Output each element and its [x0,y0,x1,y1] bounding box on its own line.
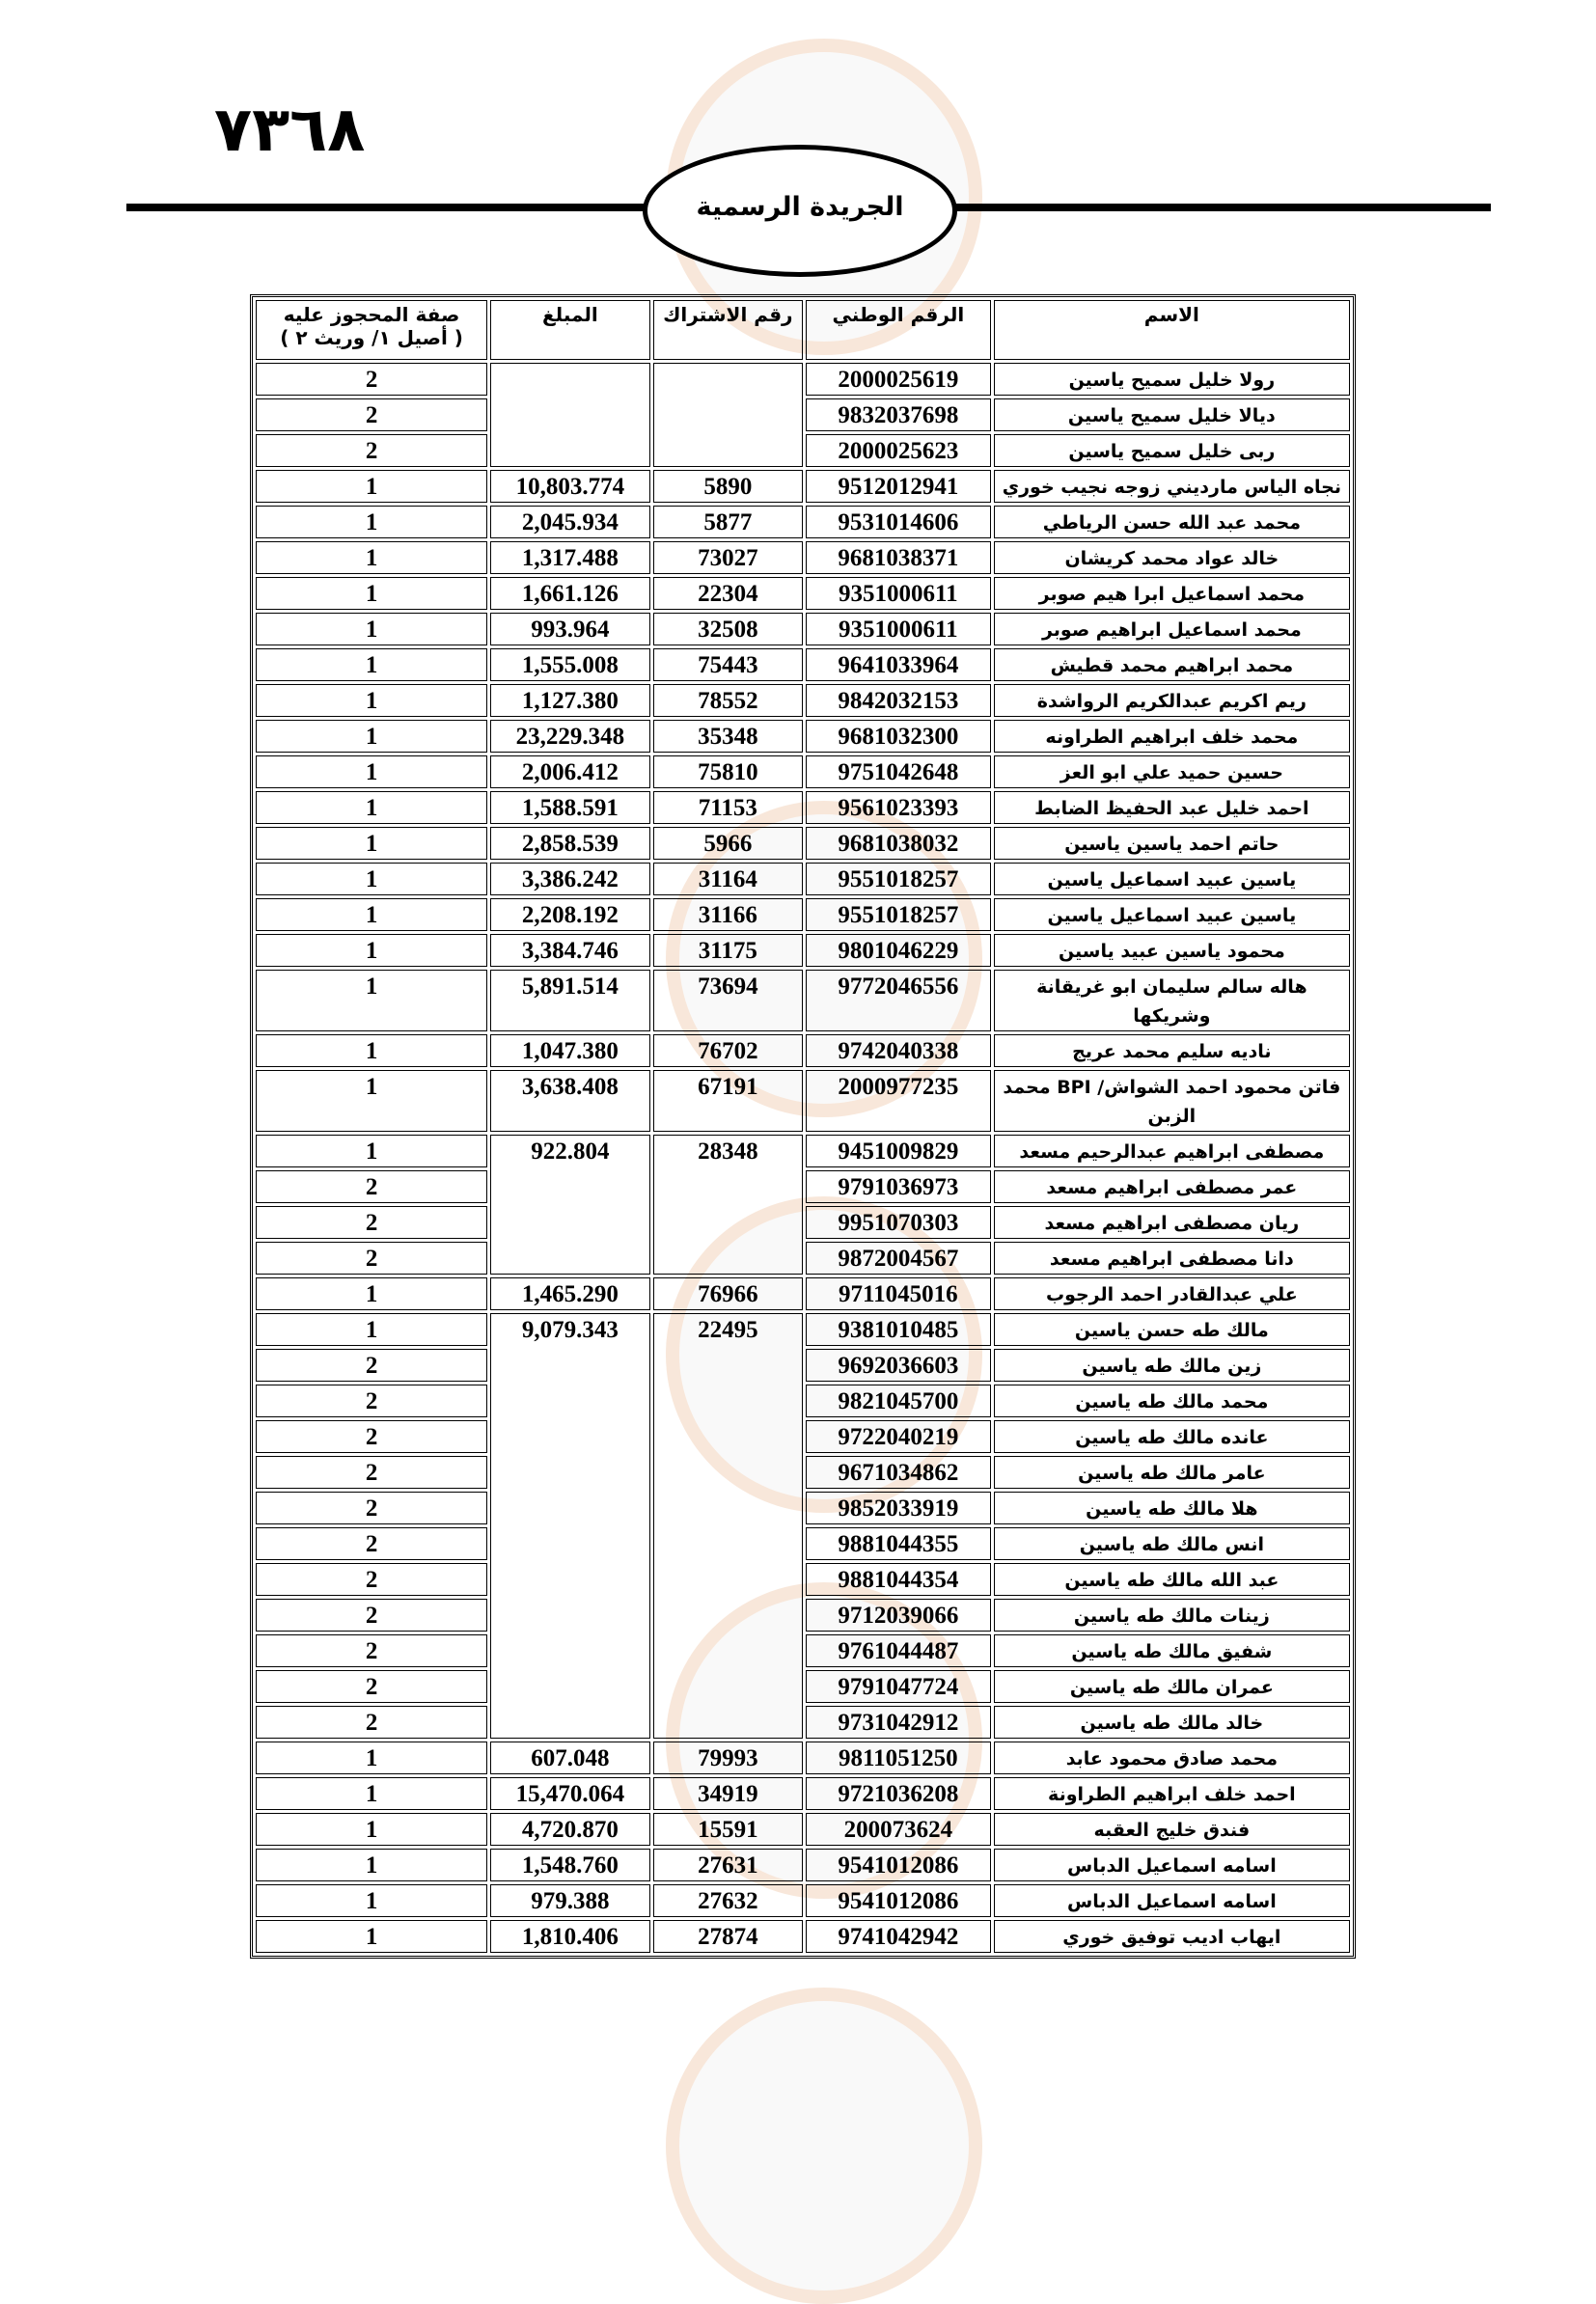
status-cell: 1 [256,541,487,574]
name-cell: دانا مصطفى ابراهيم مسعد [994,1242,1350,1275]
table-row [256,1277,1350,1310]
name-cell: فندق خليج العقبه [994,1813,1350,1846]
amount-cell: 5,891.514 [490,970,649,1031]
amount-cell: 1,810.406 [490,1920,649,1953]
status-cell: 1 [256,613,487,645]
amount-cell: 607.048 [490,1742,649,1774]
amount-cell: 23,229.348 [490,720,649,753]
name-cell: خالد عواد محمد كريشان [994,541,1350,574]
subscription-cell: 27874 [653,1920,803,1953]
table-row [256,1849,1350,1881]
national-id-cell: 9772046556 [806,970,991,1031]
national-id-cell: 9721036208 [806,1777,991,1810]
subscription-cell: 27631 [653,1849,803,1881]
status-cell: 2 [256,1670,487,1703]
name-cell: محمد اسماعيل ابراهيم صوبر [994,613,1350,645]
header-status [256,300,487,360]
status-cell: 1 [256,1849,487,1881]
subscription-cell: 73027 [653,541,803,574]
name-cell: رولا خليل سميح ياسين [994,363,1350,396]
status-cell: 2 [256,1385,487,1417]
subscription-cell: 71153 [653,791,803,824]
national-id-cell: 200073624 [806,1813,991,1846]
name-cell: نجاه الياس مارديني زوجه نجيب خوري [994,470,1350,503]
national-id-cell: 9881044354 [806,1563,991,1596]
table-row [256,1070,1350,1132]
amount-cell: 1,588.591 [490,791,649,824]
subscription-cell: 5890 [653,470,803,503]
status-cell: 1 [256,1135,487,1167]
name-cell: احمد خليل عبد الحفيظ الضابط [994,791,1350,824]
subscription-cell: 15591 [653,1813,803,1846]
status-cell: 1 [256,1277,487,1310]
name-cell: محمد اسماعيل ابرا هيم صوبر [994,577,1350,610]
national-id-cell: 2000025623 [806,434,991,467]
status-cell: 1 [256,791,487,824]
name-cell: انس مالك طه ياسين [994,1527,1350,1560]
status-cell: 1 [256,720,487,753]
amount-cell: 2,208.192 [490,898,649,931]
table-header-row [256,300,1350,360]
table-row [256,648,1350,681]
name-cell: محمود ياسين عبيد ياسين [994,934,1350,967]
table-row [256,577,1350,610]
header-status-line1: صفة المحجوز عليه [283,303,460,326]
status-cell: 2 [256,1706,487,1739]
national-id-cell: 9761044487 [806,1634,991,1667]
table-row [256,1034,1350,1067]
national-id-cell: 9842032153 [806,684,991,717]
status-cell: 2 [256,1242,487,1275]
header-subscription: رقم الاشتراك [653,300,803,360]
name-cell: محمد عبد الله حسن الرياطي [994,506,1350,538]
name-cell: هلا مالك طه ياسين [994,1492,1350,1524]
table-row [256,1135,1350,1167]
subscription-cell: 76702 [653,1034,803,1067]
status-cell: 2 [256,1349,487,1382]
name-cell: ياسين عبيد اسماعيل ياسين [994,898,1350,931]
national-id-cell: 2000977235 [806,1070,991,1132]
national-id-cell: 9731042912 [806,1706,991,1739]
status-cell: 1 [256,1742,487,1774]
status-cell: 1 [256,898,487,931]
name-cell: مصطفى ابراهيم عبدالرحيم مسعد [994,1135,1350,1167]
national-id-cell: 9641033964 [806,648,991,681]
amount-cell: 922.804 [490,1135,649,1275]
national-id-cell: 9832037698 [806,398,991,431]
status-cell: 1 [256,648,487,681]
name-cell: عانده مالك طه ياسين [994,1420,1350,1453]
amount-cell: 993.964 [490,613,649,645]
national-id-cell: 9881044355 [806,1527,991,1560]
name-cell: علي عبدالقادر احمد الرجوب [994,1277,1350,1310]
name-cell: حاتم احمد ياسين ياسين [994,827,1350,860]
table-row [256,470,1350,503]
status-cell: 1 [256,506,487,538]
status-cell: 1 [256,970,487,1031]
table-row [256,1313,1350,1346]
gazette-title: الجريدة الرسمية [696,192,904,222]
national-id-cell: 9671034862 [806,1456,991,1489]
name-cell: خالد مالك طه ياسين [994,1706,1350,1739]
name-cell: عامر مالك طه ياسين [994,1456,1350,1489]
subscription-cell: 79993 [653,1742,803,1774]
status-cell: 1 [256,1777,487,1810]
name-cell: ديالا خليل سميح ياسين [994,398,1350,431]
name-cell: فاتن محمود احمد الشواش/ BPI محمد الزبن [994,1070,1350,1132]
national-id-cell: 9681038371 [806,541,991,574]
status-cell: 2 [256,1563,487,1596]
subscription-cell: 32508 [653,613,803,645]
national-id-cell: 2000025619 [806,363,991,396]
name-cell: عمران مالك طه ياسين [994,1670,1350,1703]
status-cell: 2 [256,1599,487,1632]
status-cell: 1 [256,577,487,610]
table-row [256,1742,1350,1774]
status-cell: 2 [256,363,487,396]
status-cell: 1 [256,934,487,967]
national-id-cell: 9551018257 [806,898,991,931]
subscription-cell: 67191 [653,1070,803,1132]
amount-cell: 1,317.488 [490,541,649,574]
amount-cell: 1,127.380 [490,684,649,717]
amount-cell: 1,047.380 [490,1034,649,1067]
status-cell: 2 [256,1634,487,1667]
table-row [256,863,1350,895]
subscription-cell [653,363,803,467]
subscription-cell: 28348 [653,1135,803,1275]
subscription-cell: 5966 [653,827,803,860]
status-cell: 1 [256,470,487,503]
amount-cell: 9,079.343 [490,1313,649,1739]
header-name: الاسم [994,300,1350,360]
national-id-cell: 9692036603 [806,1349,991,1382]
national-id-cell: 9741042942 [806,1920,991,1953]
amount-cell: 2,006.412 [490,755,649,788]
status-cell: 2 [256,1420,487,1453]
status-cell: 2 [256,1527,487,1560]
table-row [256,1777,1350,1810]
subscription-cell: 75810 [653,755,803,788]
national-id-cell: 9712039066 [806,1599,991,1632]
amount-cell: 3,384.746 [490,934,649,967]
status-cell: 2 [256,434,487,467]
subscription-cell: 27632 [653,1884,803,1917]
national-id-cell: 9951070303 [806,1206,991,1239]
status-cell: 1 [256,1070,487,1132]
table-row [256,934,1350,967]
national-id-cell: 9541012086 [806,1849,991,1881]
national-id-cell: 9791036973 [806,1170,991,1203]
table-row [256,720,1350,753]
seizure-table [250,294,1356,1959]
table-row [256,1813,1350,1846]
header-amount: المبلغ [490,300,649,360]
name-cell: شفيق مالك طه ياسين [994,1634,1350,1667]
table-row [256,970,1350,1031]
status-cell: 2 [256,398,487,431]
amount-cell: 15,470.064 [490,1777,649,1810]
subscription-cell: 78552 [653,684,803,717]
name-cell: ناديه سليم محمد عريج [994,1034,1350,1067]
status-cell: 2 [256,1170,487,1203]
national-id-cell: 9351000611 [806,577,991,610]
national-id-cell: 9801046229 [806,934,991,967]
subscription-cell: 31175 [653,934,803,967]
amount-cell: 1,465.290 [490,1277,649,1310]
name-cell: زينات مالك طه ياسين [994,1599,1350,1632]
national-id-cell: 9451009829 [806,1135,991,1167]
subscription-cell: 22304 [653,577,803,610]
name-cell: محمد خلف ابراهيم الطراونه [994,720,1350,753]
table-row [256,1920,1350,1953]
amount-cell: 2,858.539 [490,827,649,860]
national-id-cell: 9821045700 [806,1385,991,1417]
national-id-cell: 9811051250 [806,1742,991,1774]
national-id-cell: 9852033919 [806,1492,991,1524]
subscription-cell: 75443 [653,648,803,681]
status-cell: 1 [256,863,487,895]
subscription-cell: 76966 [653,1277,803,1310]
amount-cell: 1,661.126 [490,577,649,610]
national-id-cell: 9872004567 [806,1242,991,1275]
name-cell: ريان مصطفى ابراهيم مسعد [994,1206,1350,1239]
amount-cell: 979.388 [490,1884,649,1917]
national-id-cell: 9512012941 [806,470,991,503]
amount-cell [490,363,649,467]
name-cell: محمد مالك طه ياسين [994,1385,1350,1417]
national-id-cell: 9751042648 [806,755,991,788]
national-id-cell: 9551018257 [806,863,991,895]
status-cell: 2 [256,1492,487,1524]
subscription-cell: 5877 [653,506,803,538]
name-cell: محمد صادق محمود عابد [994,1742,1350,1774]
header-status-line2: ( أصيل ١/ وريث ٢ ) [280,326,463,349]
name-cell: اسامه اسماعيل الدباس [994,1849,1350,1881]
table-row [256,1884,1350,1917]
status-cell: 1 [256,827,487,860]
national-id-cell: 9561023393 [806,791,991,824]
gazette-title-badge [643,145,957,277]
subscription-cell: 22495 [653,1313,803,1739]
national-id-cell: 9722040219 [806,1420,991,1453]
status-cell: 2 [256,1456,487,1489]
amount-cell: 3,386.242 [490,863,649,895]
name-cell: زين مالك طه ياسين [994,1349,1350,1382]
name-cell: ياسين عبيد اسماعيل ياسين [994,863,1350,895]
amount-cell: 10,803.774 [490,470,649,503]
name-cell: هاله سالم سليمان ابو غريقانة وشريكها [994,970,1350,1031]
table-row [256,506,1350,538]
national-id-cell: 9742040338 [806,1034,991,1067]
national-id-cell: 9351000611 [806,613,991,645]
amount-cell: 1,548.760 [490,1849,649,1881]
table-row [256,898,1350,931]
subscription-cell: 34919 [653,1777,803,1810]
status-cell: 1 [256,1813,487,1846]
name-cell: عبد الله مالك طه ياسين [994,1563,1350,1596]
table-row [256,755,1350,788]
status-cell: 1 [256,684,487,717]
name-cell: حسين حميد علي ابو العز [994,755,1350,788]
national-id-cell: 9531014606 [806,506,991,538]
subscription-cell: 35348 [653,720,803,753]
subscription-cell: 31164 [653,863,803,895]
status-cell: 2 [256,1206,487,1239]
name-cell: احمد خلف ابراهيم الطراونة [994,1777,1350,1810]
amount-cell: 4,720.870 [490,1813,649,1846]
table-row [256,827,1350,860]
amount-cell: 1,555.008 [490,648,649,681]
status-cell: 1 [256,1884,487,1917]
status-cell: 1 [256,1313,487,1346]
table-row [256,541,1350,574]
national-id-cell: 9681032300 [806,720,991,753]
national-id-cell: 9381010485 [806,1313,991,1346]
table-row [256,613,1350,645]
amount-cell: 3,638.408 [490,1070,649,1132]
name-cell: ربى خليل سميح ياسين [994,434,1350,467]
amount-cell: 2,045.934 [490,506,649,538]
name-cell: محمد ابراهيم محمد قطيش [994,648,1350,681]
table-row [256,363,1350,396]
header-national-id: الرقم الوطني [806,300,991,360]
name-cell: عمر مصطفى ابراهيم مسعد [994,1170,1350,1203]
name-cell: اسامه اسماعيل الدباس [994,1884,1350,1917]
national-id-cell: 9541012086 [806,1884,991,1917]
name-cell: ايهاب اديب توفيق خوري [994,1920,1350,1953]
status-cell: 1 [256,1920,487,1953]
table-row [256,684,1350,717]
subscription-cell: 31166 [653,898,803,931]
name-cell: مالك طه حسن ياسين [994,1313,1350,1346]
subscription-cell: 73694 [653,970,803,1031]
national-id-cell: 9711045016 [806,1277,991,1310]
national-id-cell: 9791047724 [806,1670,991,1703]
name-cell: ريم اكريم عبدالكريم الرواشدة [994,684,1350,717]
page-number: ٧٣٦٨ [214,95,366,166]
table-row [256,791,1350,824]
status-cell: 1 [256,1034,487,1067]
status-cell: 1 [256,755,487,788]
national-id-cell: 9681038032 [806,827,991,860]
